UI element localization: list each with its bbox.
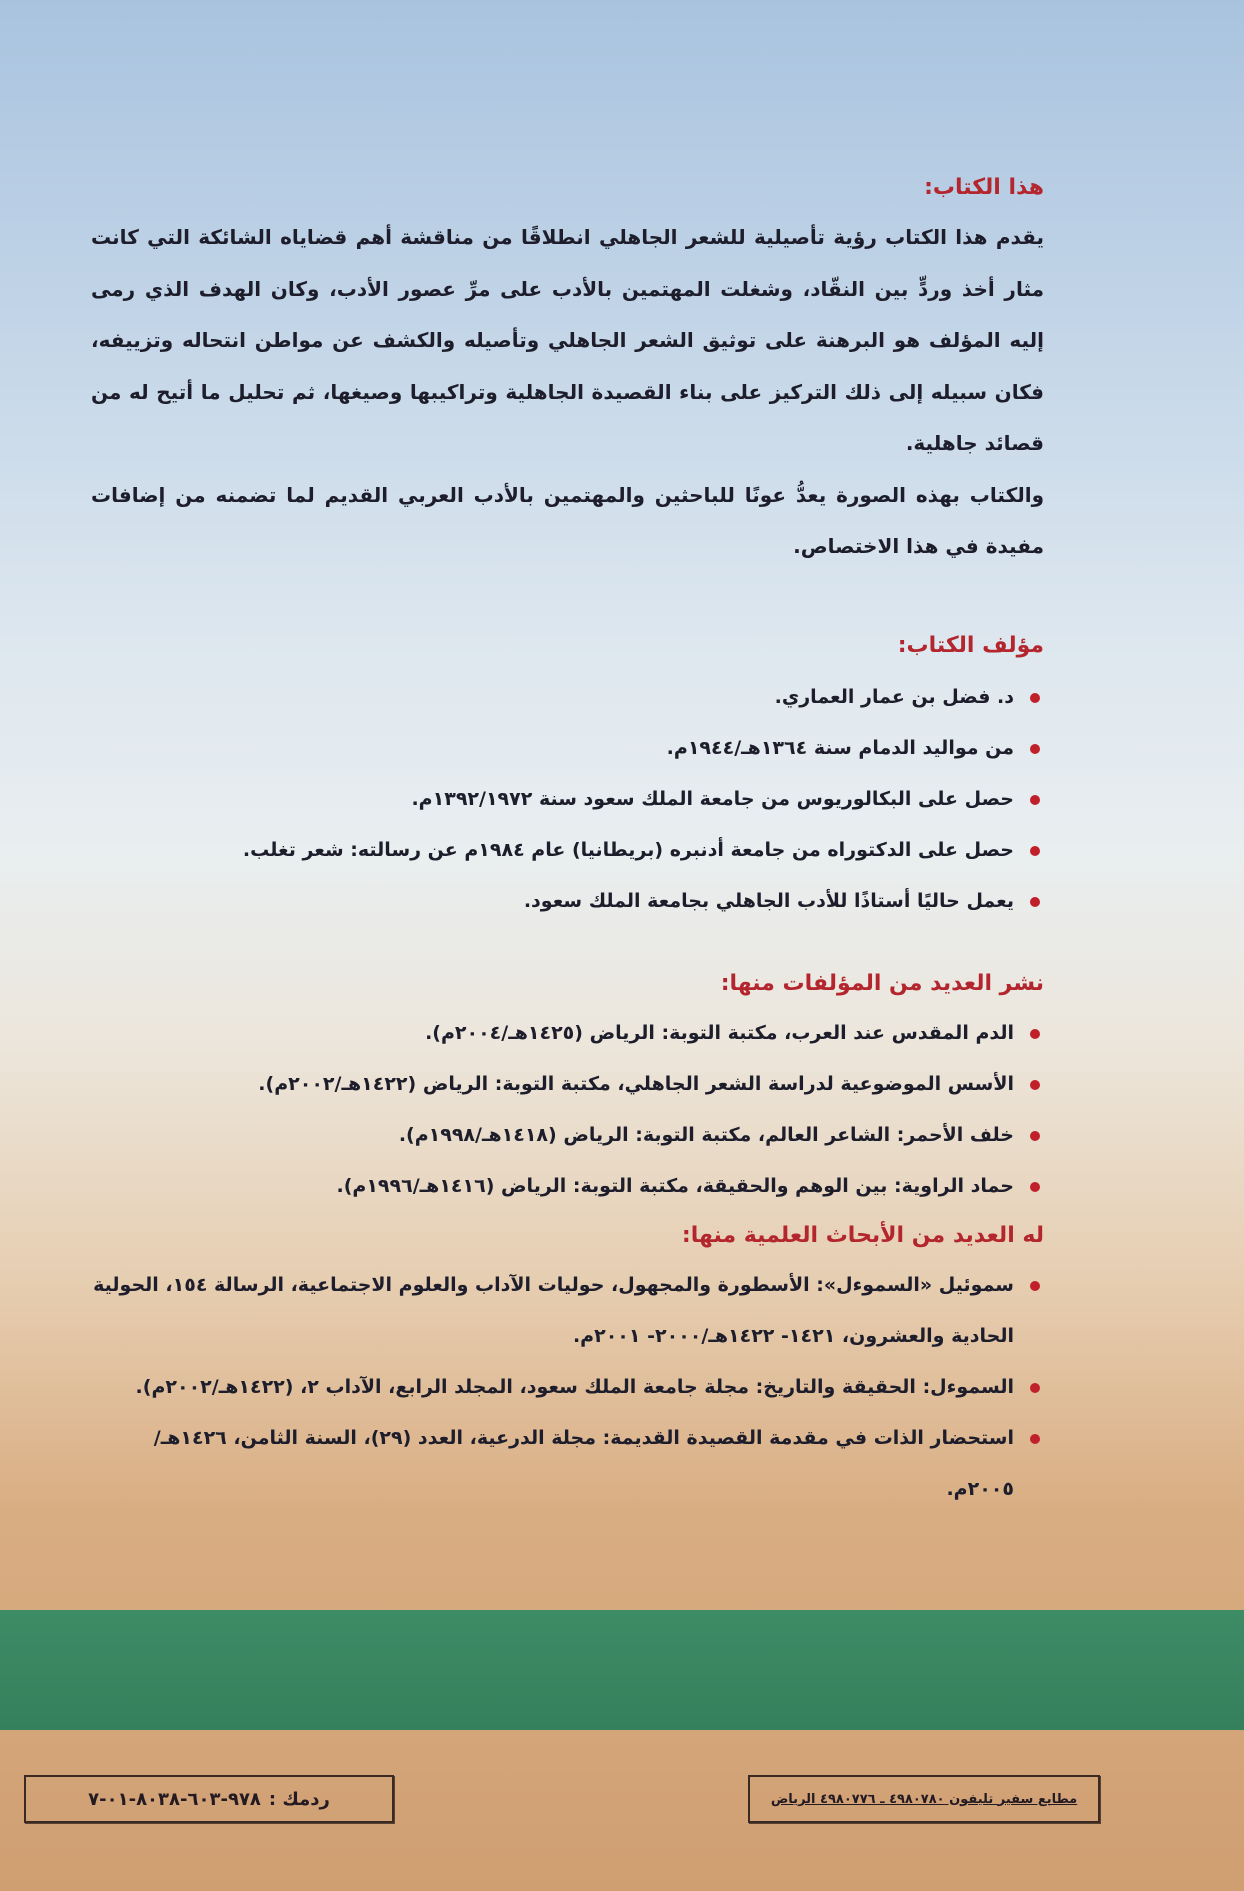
- author-item: د. فضل بن عمار العماري.: [91, 672, 1044, 723]
- publication-item: الأسس الموضوعية لدراسة الشعر الجاهلي، مكتبة التوبة: الرياض (١٤٢٢هـ/٢٠٠٢م).: [91, 1059, 1044, 1110]
- author-item: من مواليد الدمام سنة ١٣٦٤هـ/١٩٤٤م.: [91, 723, 1044, 774]
- printer-box: [748, 1775, 1100, 1823]
- author-item: حصل على البكالوريوس من جامعة الملك سعود سنة ١٣٩٢/١٩٧٢م.: [91, 774, 1044, 825]
- publications-heading: نشر العديد من المؤلفات منها:: [720, 971, 1044, 996]
- author-item: يعمل حاليًا أستاذًا للأدب الجاهلي بجامعة الملك سعود.: [91, 876, 1044, 927]
- author-item: حصل على الدكتوراه من جامعة أدنبره (بريطانيا) عام ١٩٨٤م عن رسالته: شعر تغلب.: [91, 825, 1044, 876]
- research-item: سموئيل «السموءل»: الأسطورة والمجهول، حوليات الآداب والعلوم الاجتماعية، الرسالة ١٥٤، الحولية الحادية والعشرون، ١٤٢١- ١٤٢٢هـ/٢٠٠٠- ٢٠٠١م.: [91, 1260, 1044, 1362]
- author-section: [91, 626, 1044, 927]
- publication-item: حماد الراوية: بين الوهم والحقيقة، مكتبة التوبة: الرياض (١٤١٦هـ/١٩٩٦م).: [91, 1161, 1044, 1212]
- research-heading: له العديد من الأبحاث العلمية منها:: [681, 1223, 1044, 1248]
- isbn-box: [24, 1775, 394, 1823]
- about-section: [91, 168, 1044, 573]
- publications-section: [91, 964, 1044, 1212]
- isbn-value: ٩٧٨-٦٠٣-٨٠٣٨-٠١-٧: [88, 1788, 261, 1810]
- publication-item: الدم المقدس عند العرب، مكتبة التوبة: الرياض (١٤٢٥هـ/٢٠٠٤م).: [91, 1008, 1044, 1059]
- about-heading: هذا الكتاب:: [924, 175, 1044, 200]
- about-paragraph: والكتاب بهذه الصورة يعدُّ عونًا للباحثين والمهتمين بالأدب العربي القديم لما تضمنه من إضافات مفيدة في هذا الاختصاص.: [91, 482, 1044, 558]
- research-item: استحضار الذات في مقدمة القصيدة القديمة: مجلة الدرعية، العدد (٢٩)، السنة الثامن، ١٤٢٦هـ/٢٠٠٥م.: [91, 1413, 1044, 1515]
- isbn-label: ردمك :: [268, 1788, 330, 1810]
- research-section: [91, 1216, 1044, 1515]
- printer-info: مطابع سفير تليفون ٤٩٨٠٧٨٠ ـ ٤٩٨٠٧٧٦ الرياض: [770, 1791, 1078, 1807]
- publication-item: خلف الأحمر: الشاعر العالم، مكتبة التوبة: الرياض (١٤١٨هـ/١٩٩٨م).: [91, 1110, 1044, 1161]
- about-paragraph: يقدم هذا الكتاب رؤية تأصيلية للشعر الجاهلي انطلاقًا من مناقشة أهم قضاياه الشائكة التي كانت مثار أخذ وردٍّ بين النقّاد، وشغلت المهتمين بالأدب على مرِّ عصور الأدب، وكان الهدف الذي رمى إليه المؤلف هو البرهنة على توثيق الشعر الجاهلي وتأصيله والكشف عن مواطن انتحاله وتزييفه، فكان سبيله إلى ذلك التركيز على بناء القصيدة الجاهلية وتراكيبها وصيغها، ثم تحليل ما أتيح له من قصائد جاهلية.: [91, 225, 1044, 455]
- author-heading: مؤلف الكتاب:: [897, 633, 1044, 658]
- green-band: [0, 1610, 1244, 1730]
- research-item: السموءل: الحقيقة والتاريخ: مجلة جامعة الملك سعود، المجلد الرابع، الآداب ٢، (١٤٢٢هـ/٢٠٠٢م).: [91, 1362, 1044, 1413]
